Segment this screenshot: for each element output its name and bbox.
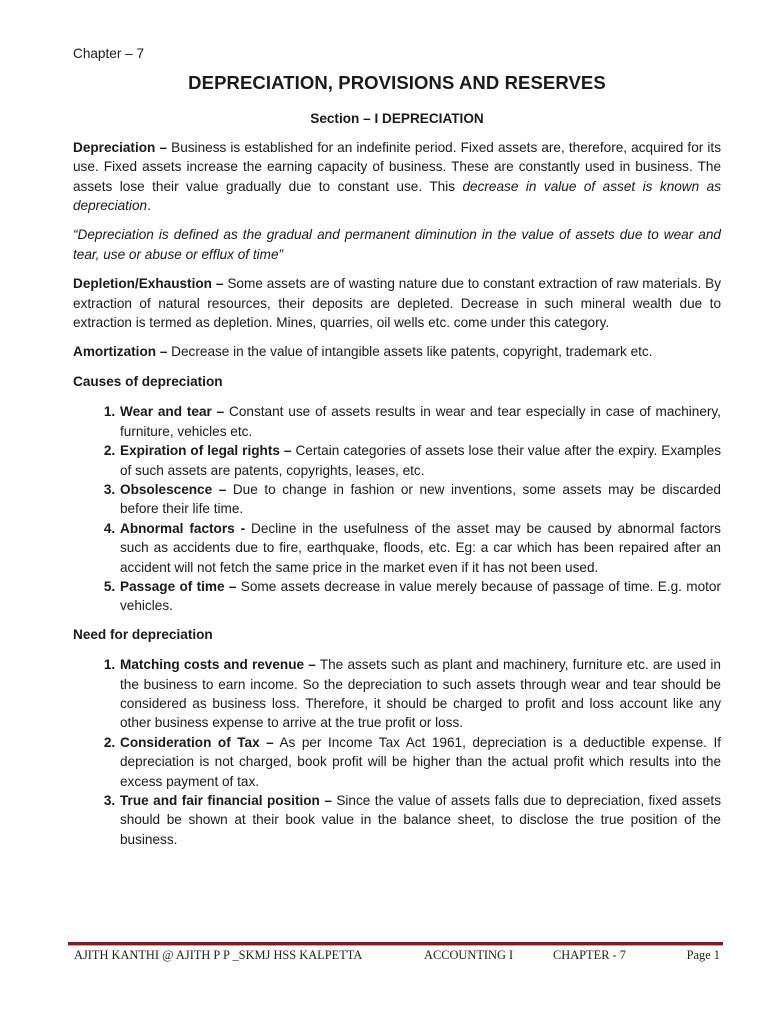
causes-heading: Causes of depreciation — [73, 373, 223, 389]
depreciation-text: Business is established for an indefinite period. Fixed assets are, therefore, acquired for its use. Fixed assets increase the earning capacity of business. These are constantly used in business. The assets lose their value gradually due to constant use. This — [73, 139, 721, 194]
list-item — [119, 402, 721, 441]
item-term: Consideration of Tax – — [120, 734, 274, 750]
footer-subject: ACCOUNTING I — [424, 948, 514, 962]
chapter-label: Chapter – 7 — [73, 46, 145, 61]
item-term: Expiration of legal rights – — [120, 443, 292, 459]
depletion-text: Some assets are of wasting nature due to constant extraction of raw materials. By extraction of natural resources, their deposits are depleted. Decrease in such mineral wealth due to extraction is termed as depletion. Mines, quarries, oil wells etc. come under this category. — [73, 276, 721, 331]
footer-author: AJITH KANTHI @ AJITH P P _SKMJ HSS KALPETTA — [74, 948, 363, 962]
depreciation-end: . — [147, 198, 151, 214]
footer-chapter: CHAPTER - 7 — [553, 948, 626, 962]
causes-list — [73, 402, 721, 615]
definition-quote: “Depreciation is defined as the gradual and permanent diminution in the value of assets due to wear and tear, use or abuse or efflux of time” — [73, 227, 721, 262]
page-content — [73, 44, 721, 858]
amortization-term: Amortization – — [73, 344, 168, 360]
list-item — [119, 733, 721, 791]
item-term: Abnormal factors - — [120, 520, 246, 536]
list-item — [119, 577, 721, 616]
depreciation-emphasis: decrease in value of asset is known as depreciation — [73, 178, 722, 214]
footer-divider — [68, 942, 723, 946]
page-title: DEPRECIATION, PROVISIONS AND RESERVES — [188, 72, 606, 94]
need-list — [73, 655, 721, 849]
item-text: Some assets decrease in value merely because of passage of time. E.g. motor vehicles. — [120, 578, 721, 614]
depreciation-term: Depreciation – — [73, 139, 168, 155]
item-text: Certain categories of assets lose their value after the expiry. Examples of such assets are patents, copyrights, leases, etc. — [120, 443, 721, 478]
amortization-paragraph — [73, 342, 721, 361]
item-text: As per Income Tax Act 1961, depreciation is a deductible expense. If depreciation is not charged, book profit will be higher than the actual profit which results into the excess payment of tax. — [120, 734, 721, 789]
item-text: Since the value of assets falls due to depreciation, fixed assets should be shown at their book value in the balance sheet, to disclose the true position of the business. — [120, 793, 721, 847]
item-term: Passage of time – — [120, 578, 237, 594]
need-heading: Need for depreciation — [73, 626, 213, 642]
item-term: Matching costs and revenue – — [120, 657, 316, 673]
item-text: Due to change in fashion or new inventions, some assets may be discarded before their life time. — [120, 481, 721, 517]
amortization-text: Decrease in the value of intangible assets like patents, copyright, trademark etc. — [167, 344, 653, 360]
depreciation-paragraph — [73, 138, 721, 216]
depletion-term: Depletion/Exhaustion – — [73, 276, 224, 292]
item-term: Obsolescence – — [120, 481, 227, 497]
item-text: The assets such as plant and machinery, furniture etc. are used in the business to earn income. So the depreciation to such assets through wear and tear should be considered as business loss. Therefore, it should be charged to profit and loss account like any other business expense to arrive at the true profit or loss. — [120, 657, 721, 731]
item-term: Wear and tear – — [120, 404, 225, 420]
page-footer — [74, 948, 722, 966]
list-item — [119, 480, 721, 519]
list-item — [119, 519, 721, 577]
footer-page-number: Page 1 — [686, 948, 720, 962]
list-item — [119, 441, 721, 480]
list-item — [119, 655, 721, 733]
item-text: Decline in the usefulness of the asset may be caused by abnormal factors such as accidents due to fire, earthquake, floods, etc. Eg: a car which has been repaired after an accident will not fetch the same price in the market even if it has not been used. — [120, 520, 721, 575]
item-text: Constant use of assets results in wear and tear especially in case of machinery, furniture, vehicles etc. — [120, 404, 721, 439]
item-term: True and fair financial position – — [120, 793, 332, 808]
depletion-paragraph — [73, 274, 721, 332]
list-item — [119, 791, 721, 849]
section-heading: Section – I DEPRECIATION — [310, 111, 484, 127]
